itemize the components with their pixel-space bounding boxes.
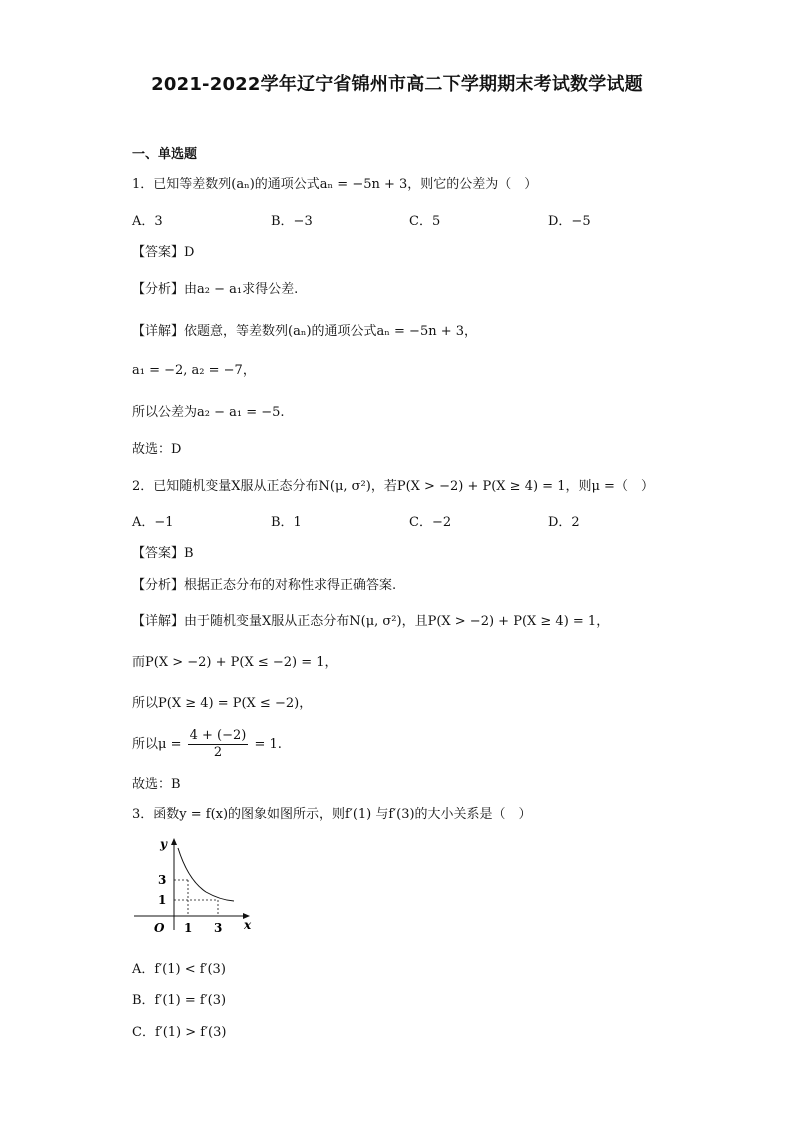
q2-mu-denominator: 2 — [213, 745, 223, 760]
q2-conclusion: 故选：B — [132, 777, 181, 792]
q3-option-c: C．f′(1) > f′(3) — [132, 1025, 227, 1040]
q2-detail-line-2: 而P(X > −2) + P(X ≤ −2) = 1， — [132, 655, 338, 670]
q3-option-b: B．f′(1) = f′(3) — [132, 993, 227, 1008]
x-tick-3: 3 — [214, 921, 223, 935]
q2-option-a: A．−1 — [132, 515, 174, 530]
q2-mu-numerator: 4 + (−2) — [189, 728, 247, 743]
q2-mu-formula — [132, 728, 282, 761]
q1-option-a: A．3 — [132, 214, 163, 229]
q1-answer: 【答案】D — [132, 245, 195, 260]
q1-option-c: C．5 — [409, 214, 441, 229]
q2-detail-line-3: 所以P(X ≥ 4) = P(X ≤ −2)， — [132, 696, 313, 711]
q2-analysis: 【分析】根据正态分布的对称性求得正确答案. — [132, 578, 397, 593]
x-axis-label: x — [244, 918, 252, 932]
q2-detail-line-1: 【详解】由于随机变量X服从正态分布N(μ, σ²)，且P(X > −2) + P(X ≥ 4) = 1， — [132, 614, 610, 629]
q2-mu-suffix: = 1. — [254, 737, 282, 752]
origin-label: O — [154, 921, 165, 935]
question-2-stem: 2．已知随机变量X服从正态分布N(μ, σ²)，若P(X > −2) + P(X ≥ 4) = 1，则μ =（ ） — [132, 479, 654, 494]
q2-option-b: B．1 — [271, 515, 302, 530]
function-curve — [178, 848, 234, 901]
x-tick-1: 1 — [184, 921, 193, 935]
q1-detail-line-1: 【详解】依题意，等差数列(aₙ)的通项公式aₙ = −5n + 3， — [132, 324, 478, 339]
q1-option-b: B．−3 — [271, 214, 313, 229]
q1-option-d: D．−5 — [548, 214, 591, 229]
question-3-stem: 3．函数y = f(x)的图象如图所示，则f′(1) 与f′(3)的大小关系是（ ） — [132, 807, 532, 822]
q1-analysis: 【分析】由a₂ − a₁求得公差. — [132, 282, 299, 297]
q2-answer: 【答案】B — [132, 546, 194, 561]
q2-mu-prefix: 所以μ = — [132, 737, 182, 752]
function-graph — [130, 836, 255, 936]
q2-option-c: C．−2 — [409, 515, 452, 530]
q1-conclusion: 故选：D — [132, 442, 182, 457]
y-axis-arrow-icon — [171, 838, 177, 845]
question-1-stem: 1．已知等差数列(aₙ)的通项公式aₙ = −5n + 3，则它的公差为（ ） — [132, 177, 538, 192]
q2-mu-fraction — [188, 728, 249, 761]
q1-detail-line-2: a₁ = −2, a₂ = −7， — [132, 363, 256, 378]
y-axis-label: y — [160, 837, 167, 851]
section-heading: 一、单选题 — [132, 147, 198, 162]
page-title: 2021-2022学年辽宁省锦州市高二下学期期末考试数学试题 — [151, 74, 643, 95]
q3-option-a: A．f′(1) < f′(3) — [132, 962, 226, 977]
q1-detail-line-3: 所以公差为a₂ − a₁ = −5. — [132, 405, 285, 420]
q2-option-d: D．2 — [548, 515, 580, 530]
y-tick-1: 1 — [158, 893, 167, 907]
y-tick-3: 3 — [158, 873, 167, 887]
